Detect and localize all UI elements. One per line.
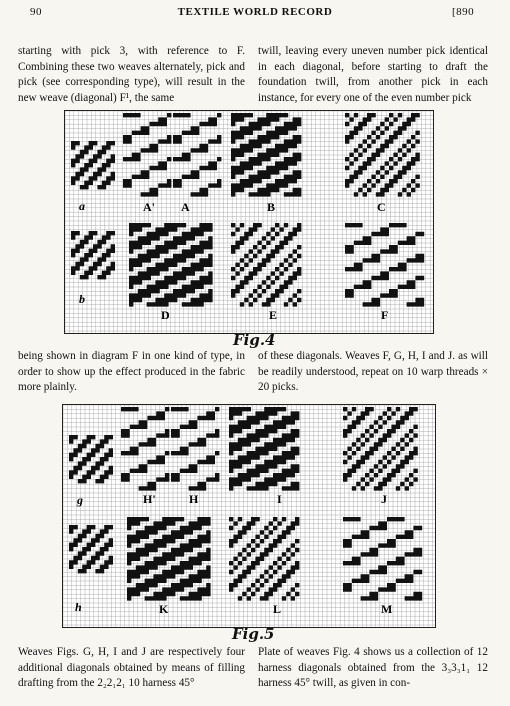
fig5-label-g: g — [77, 493, 83, 507]
paragraph-left-1: starting with pick 3, with reference to F. Combining these two weaves alternately, pick and pick (see corresponding type), will result in the new weave (diagonal) F¹, the same — [18, 45, 245, 104]
paragraph-left-3: Weaves Figs. G, H, I and J are respectively four additional diagonals obtained by means of filling drafting from the 2₂2₁2₁ 10 harness 45° — [18, 646, 245, 689]
issue-number: [890 — [452, 6, 475, 18]
fig5-label-J: J — [381, 492, 387, 506]
running-title: TEXTILE WORLD RECORD — [177, 6, 333, 18]
figure-4-caption: Fig.4 — [233, 331, 276, 349]
f5-weave-top-0 — [69, 435, 113, 483]
fig4-label-a: a — [79, 199, 85, 213]
fig5-label-H: H — [189, 492, 199, 506]
figure-5-weave-plate — [62, 404, 436, 628]
figure-5-caption: Fig.5 — [232, 625, 275, 643]
fig4-label-b: b — [79, 292, 85, 306]
fig4-label-D: D — [161, 308, 170, 322]
fig5-label-h: h — [75, 600, 82, 614]
fig4-label-E: E — [269, 308, 278, 322]
paragraph-right-3: Plate of weaves Fig. 4 shows us a collection of 12 harness diagonals obtained from the 3₃3₃1₁ 12 harness 45° twill, as given in con- — [258, 646, 488, 689]
f4-weave-bottom-0 — [71, 231, 115, 279]
paragraph-right-1: twill, leaving every uneven number pick identical in each diagonal, before starting to draft the foundation twill, from another pick in each instance, for every one of the even number pick — [258, 45, 488, 104]
f5-weave-top-1 — [121, 407, 169, 491]
f5-weave-top-3 — [229, 407, 299, 491]
f4-weave-top-0 — [71, 141, 115, 189]
f5-weave-bottom-0 — [69, 525, 113, 573]
fig5-label-L: L — [273, 602, 282, 616]
fig5-label-h-prime: H' — [143, 492, 156, 506]
f5-weave-bottom-2 — [229, 517, 299, 601]
f4-weave-bottom-3 — [345, 223, 424, 307]
page-number: 90 — [30, 6, 42, 18]
fig4-label-C: C — [377, 200, 386, 214]
fig5-label-K: K — [159, 602, 169, 616]
fig4-label-B: B — [267, 200, 276, 214]
fig4-label-F: F — [381, 308, 389, 322]
fig4-label-A: A — [181, 200, 190, 214]
f5-weave-bottom-3 — [343, 517, 422, 601]
paragraph-right-2: of these diagonals. Weaves F, G, H, I and J. as will be readily understood, repeat on 10 warp threads × 20 picks. — [258, 350, 488, 393]
f5-weave-top-4 — [343, 407, 418, 491]
f4-weave-bottom-2 — [231, 223, 301, 307]
fig5-label-I: I — [277, 492, 282, 506]
figure-4-weave-plate — [64, 110, 434, 334]
fig4-label-a-prime: A' — [143, 200, 155, 214]
paragraph-left-2: being shown in diagram F in one kind of type, in order to show up the effect produced in the fabric more plainly. — [18, 350, 245, 393]
fig5-label-M: M — [381, 602, 393, 616]
